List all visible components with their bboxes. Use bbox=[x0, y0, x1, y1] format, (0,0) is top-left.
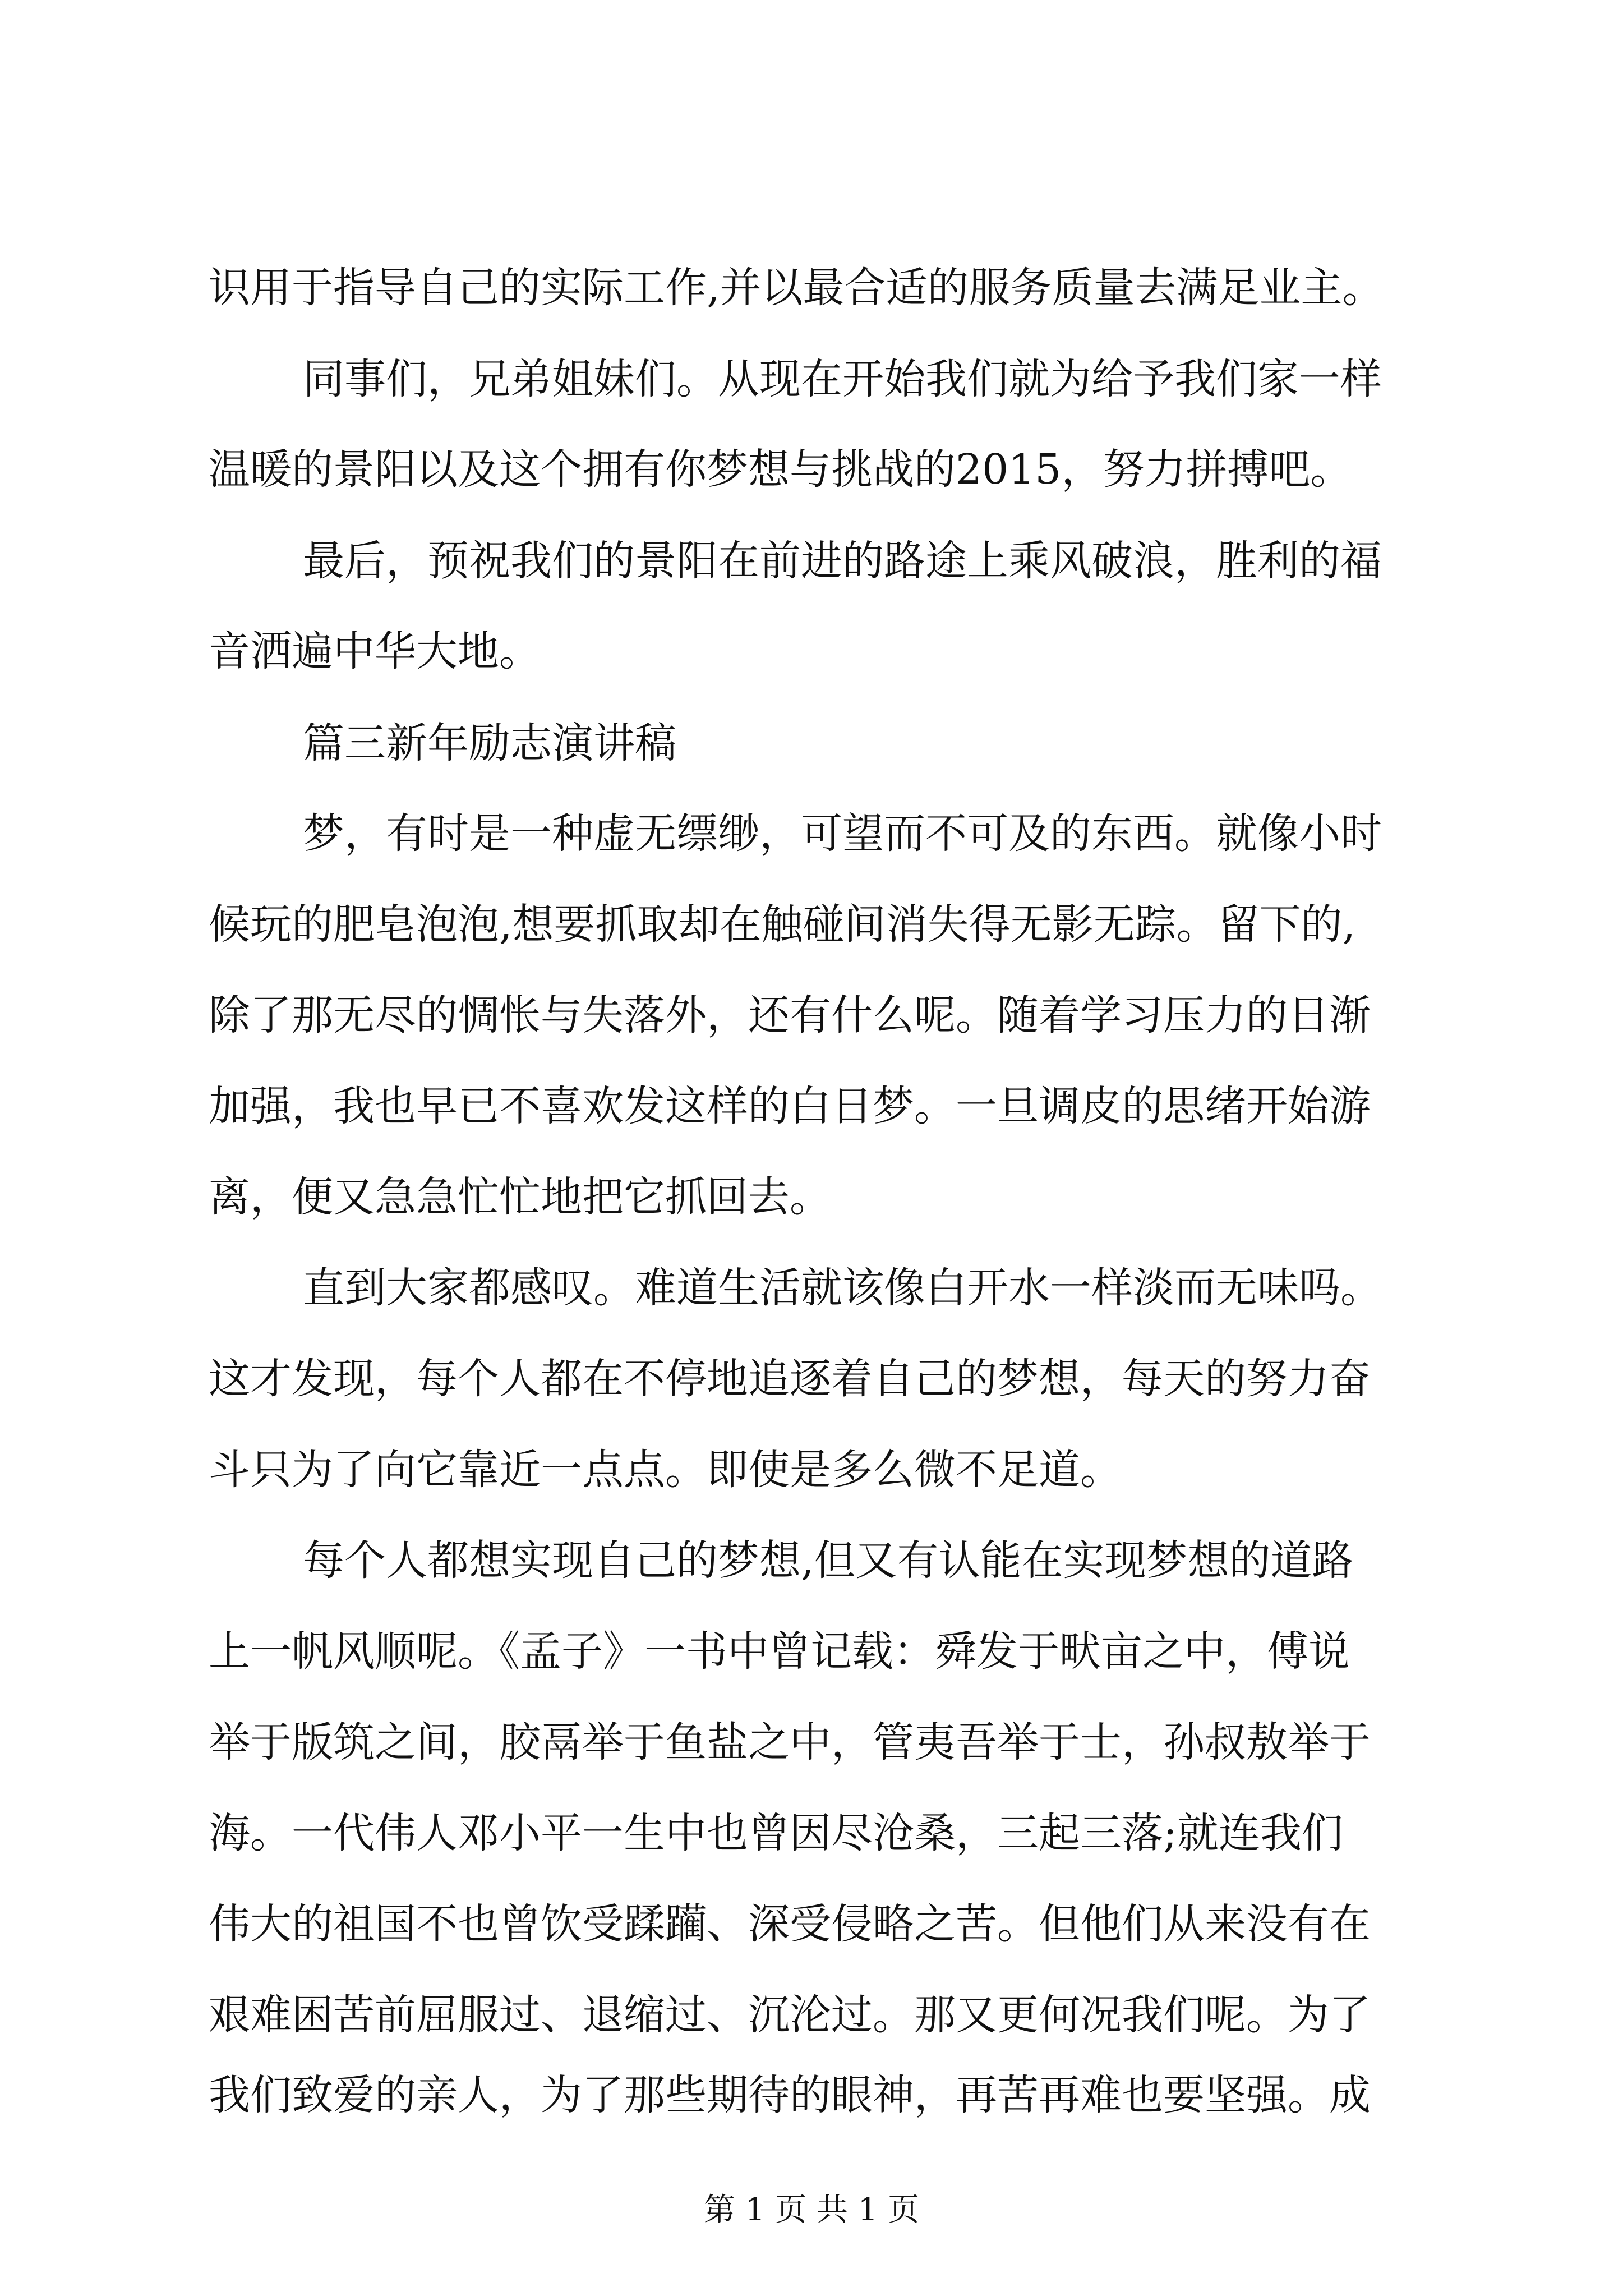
text-line: 音洒遍中华大地。 bbox=[209, 627, 541, 675]
text-line: 最后，预祝我们的景阳在前进的路途上乘风破浪，胜利的福 bbox=[303, 537, 1382, 585]
text-line: 梦，有时是一种虚无缥缈，可望而不可及的东西。就像小时 bbox=[303, 809, 1382, 858]
section-heading: 篇三新年励志演讲稿 bbox=[303, 719, 676, 767]
text-line: 伟大的祖国不也曾饮受蹂躏、深受侵略之苦。但他们从来没有在 bbox=[209, 1900, 1371, 1948]
text-line: 直到大家都感叹。难道生活就该像白开水一样淡而无味吗。 bbox=[303, 1264, 1382, 1312]
text-line: 除了那无尽的惆怅与失落外，还有什么呢。随着学习压力的日渐 bbox=[209, 991, 1371, 1039]
text-line: 离，便又急急忙忙地把它抓回去。 bbox=[209, 1173, 831, 1221]
text-line: 每个人都想实现自己的梦想,但又有认能在实现梦想的道路 bbox=[303, 1536, 1354, 1585]
text-line: 艰难困苦前屈服过、退缩过、沉沦过。那又更何况我们呢。为了 bbox=[209, 1991, 1371, 2039]
page-number-footer: 第 1 页 共 1 页 bbox=[703, 2192, 920, 2228]
text-line: 加强，我也早已不喜欢发这样的白日梦。一旦调皮的思绪开始游 bbox=[209, 1082, 1371, 1130]
text-line: 候玩的肥皂泡泡,想要抓取却在触碰间消失得无影无踪。留下的, bbox=[209, 900, 1356, 949]
text-line: 温暖的景阳以及这个拥有你梦想与挑战的2015，努力拼搏吧。 bbox=[209, 445, 1352, 494]
text-line: 上一帆风顺呢。《孟子》一书中曾记载：舜发于畎亩之中，傅说 bbox=[209, 1627, 1350, 1676]
text-line: 同事们，兄弟姐妹们。从现在开始我们就为给予我们家一样 bbox=[303, 355, 1382, 403]
text-line: 识用于指导自己的实际工作,并以最合适的服务质量去满足业主。 bbox=[209, 264, 1384, 312]
text-line: 斗只为了向它靠近一点点。即使是多么微不足道。 bbox=[209, 1446, 1122, 1494]
text-line: 这才发现，每个人都在不停地追逐着自己的梦想，每天的努力奋 bbox=[209, 1355, 1371, 1403]
text-line: 我们致爱的亲人，为了那些期待的眼神，再苦再难也要坚强。成 bbox=[209, 2071, 1371, 2119]
text-line: 举于版筑之间，胶鬲举于鱼盐之中，管夷吾举于士，孙叔敖举于 bbox=[209, 1718, 1371, 1766]
text-line: 海。一代伟人邓小平一生中也曾因尽沧桑，三起三落;就连我们 bbox=[209, 1809, 1343, 1857]
